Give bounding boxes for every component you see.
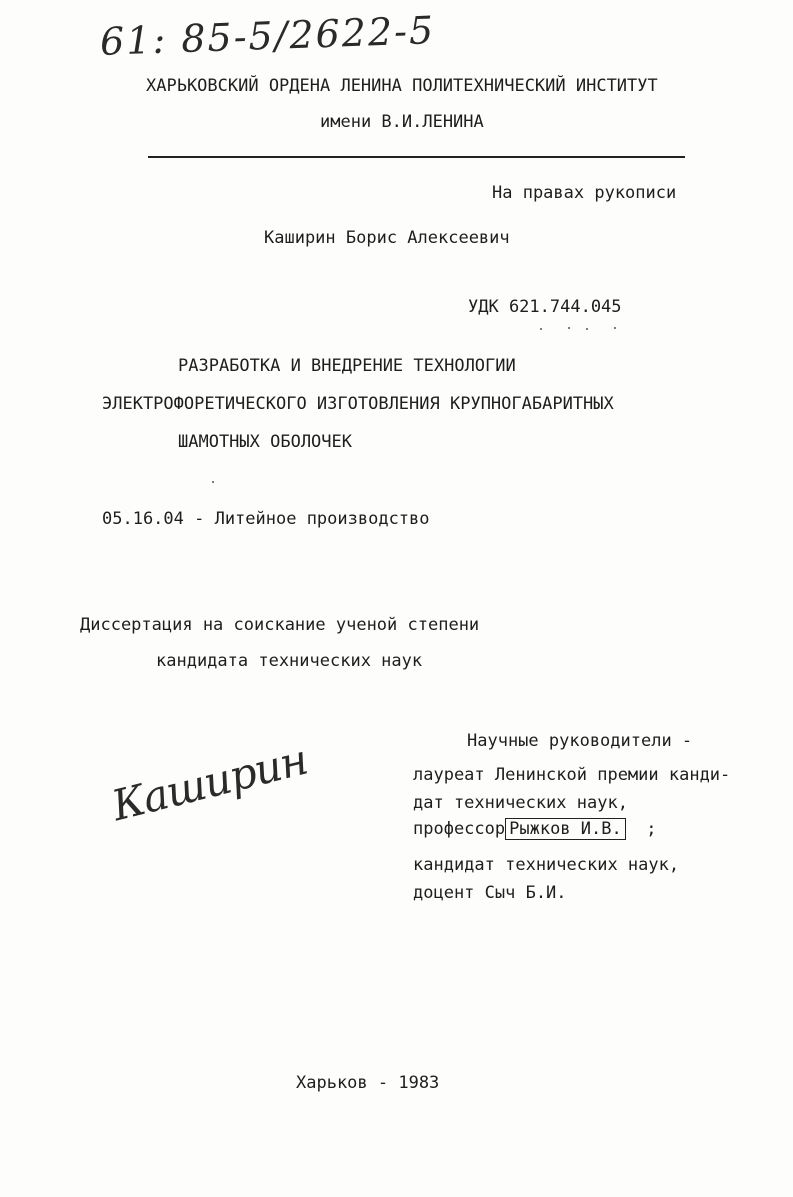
scan-speck <box>568 327 570 329</box>
udk-code: УДК 621.744.045 <box>468 297 622 317</box>
author-signature: Каширин <box>107 734 312 831</box>
archive-number: 61: 85-5/2622-5 <box>99 8 436 64</box>
supervisors-heading: Научные руководители - <box>467 731 693 751</box>
scan-speck <box>212 481 214 483</box>
scan-speck <box>540 328 542 330</box>
scan-speck <box>614 327 616 329</box>
scan-speck <box>586 328 588 330</box>
manuscript-rights: На правах рукописи <box>492 183 677 203</box>
supervisor-boxed-name: Рыжков И.В. <box>505 818 626 840</box>
supervisor-line-3 <box>413 819 656 839</box>
institute-named-line: имени В.И.ЛЕНИНА <box>320 112 484 132</box>
header-divider <box>148 156 685 158</box>
title-line-2: ЭЛЕКТРОФОРЕТИЧЕСКОГО ИЗГОТОВЛЕНИЯ КРУПНОГАБАРИТНЫХ <box>102 394 614 414</box>
supervisor-line-4: кандидат технических наук, <box>413 855 680 875</box>
supervisor-line-2: дат технических наук, <box>413 793 628 813</box>
degree-line-1: Диссертация на соискание ученой степени <box>80 615 480 635</box>
city-year: Харьков - 1983 <box>296 1073 440 1093</box>
degree-line-2: кандидата технических наук <box>156 651 423 671</box>
supervisor-line-5: доцент Сыч Б.И. <box>413 883 567 903</box>
author-name: Каширин Борис Алексеевич <box>264 228 510 248</box>
supervisor-semicolon: ; <box>646 819 657 839</box>
supervisor-title: профессор <box>413 819 506 839</box>
title-line-3: ШАМОТНЫХ ОБОЛОЧЕК <box>178 432 352 452</box>
supervisor-line-1: лауреат Ленинской премии канди- <box>413 765 731 785</box>
specialty-code: 05.16.04 - Литейное производство <box>102 509 430 529</box>
title-line-1: РАЗРАБОТКА И ВНЕДРЕНИЕ ТЕХНОЛОГИИ <box>178 356 516 376</box>
institute-line: ХАРЬКОВСКИЙ ОРДЕНА ЛЕНИНА ПОЛИТЕХНИЧЕСКИЙ ИНСТИТУТ <box>146 76 658 96</box>
